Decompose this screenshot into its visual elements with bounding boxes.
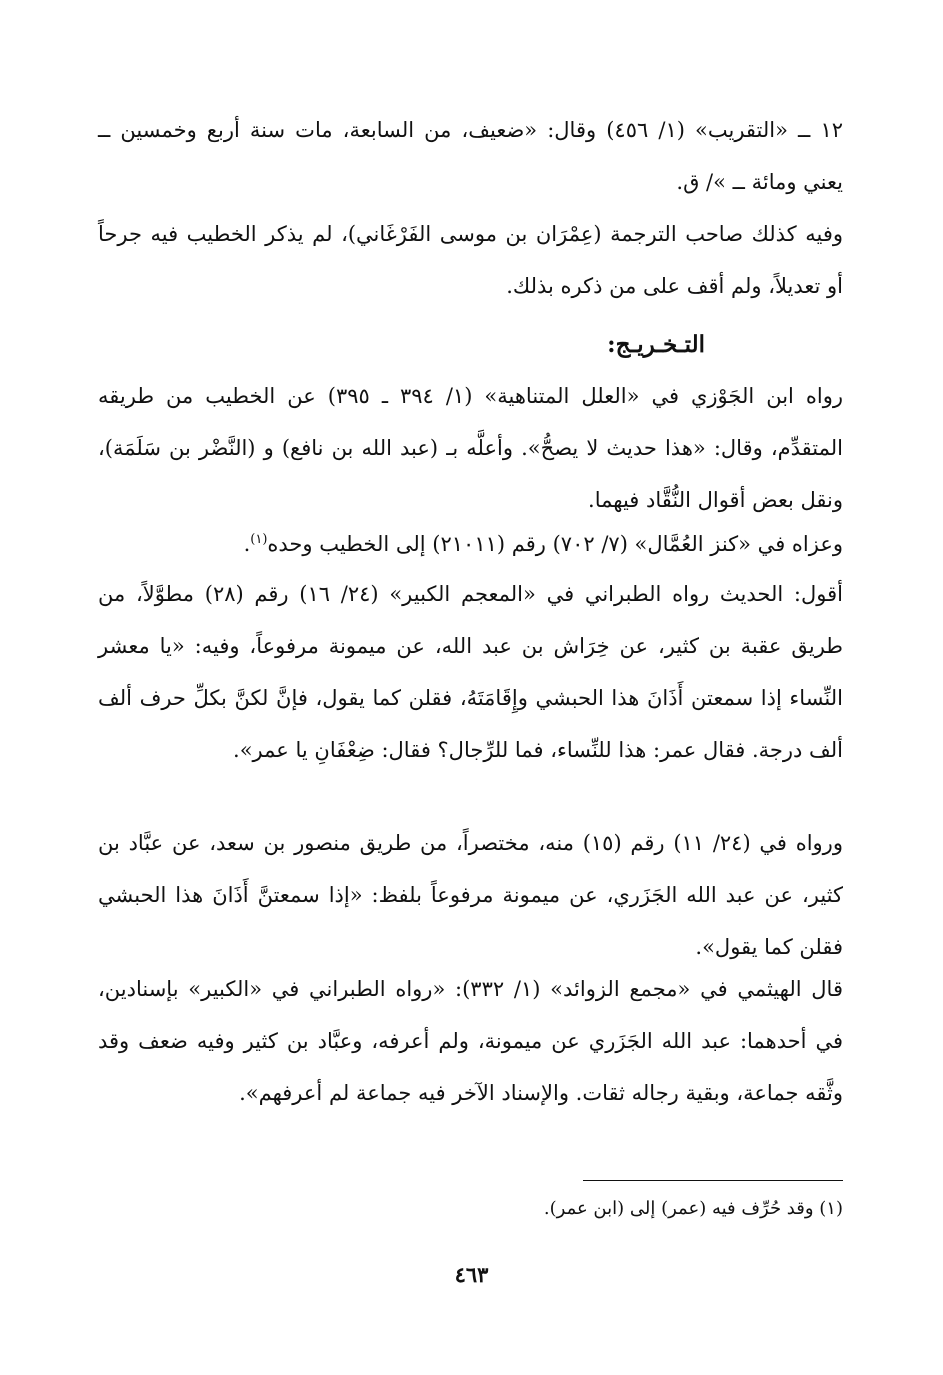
paragraph-ibn-jawzi: رواه ابن الجَوْزي في «العلل المتناهية» (١/ ٣٩٤ ـ ٣٩٥) عن الخطيب من طريقه المتقدِّم، وقال: «هذا حديث لا يصحُّ». وأعلَّه بـ (عبد الله بن نافع) و (النَّضْر بن سَلَمَة)، ونقل بعض أقوال النُّقَّاد فيهما. — [98, 384, 843, 512]
section-heading-takhrij: التـخـريـج: — [607, 331, 705, 358]
paragraph-taqrib: ١٢ ــ «التقريب» (١/ ٤٥٦) وقال: «ضعيف، من السابعة، مات سنة أربع وخمسين ــ يعني ومائة ــ »/ ق. — [98, 118, 843, 194]
paragraph-tabarani-kabir: أقول: الحديث رواه الطبراني في «المعجم الكبير» (٢٤/ ١٦) رقم (٢٨) مطوَّلاً، من طريق عقبة بن كثير، عن خِرَاش بن عبد الله، عن ميمونة مرفوعاً، وفيه: «يا معشر النِّساء إذا سمعتن أَذَانَ هذا الحبشي وإِقَامَتَهُ، فقلن كما يقول، فإنَّ لكنَّ بكلِّ حرف ألف ألف درجة. فقال عمر: هذا للنِّساء، فما للرِّجال؟ فقال: ضِعْفَانِ يا عمر». — [98, 582, 843, 762]
page-number: ٤٦٣ — [454, 1262, 489, 1287]
paragraph-translation-note: وفيه كذلك صاحب الترجمة (عِمْرَان بن موسى الفَرْغَاني)، لم يذكر الخطيب فيه جرحاً أو تعديلاً، ولم أقف على من ذكره بذلك. — [98, 222, 843, 298]
paragraph-kanz-ummal: وعزاه في «كنز العُمَّال» (٧/ ٧٠٢) رقم (٢١٠١١) إلى الخطيب وحده$^{(١)}$. — [243, 532, 843, 556]
footnote-text: (١) وقد حُرِّف فيه (عمر) إلى (ابن عمر). — [543, 1198, 843, 1219]
footnote-separator — [583, 1180, 843, 1181]
kanz-ummal-text: وعزاه في «كنز العُمَّال» (٧/ ٧٠٢) رقم (٢١٠١١) إلى الخطيب وحده — [267, 532, 843, 556]
paragraph-second-narration: ورواه في (٢٤/ ١١) رقم (١٥) منه، مختصراً، من طريق منصور بن سعد، عن عبَّاد بن كثير، عن عبد الله الجَزَري، عن ميمونة مرفوعاً بلفظ: «إذا سمعتنَّ أَذَانَ هذا الحبشي فقلن كما يقول». — [98, 831, 843, 959]
footnote-reference: (١) — [250, 532, 268, 547]
paragraph-haythami: قال الهيثمي في «مجمع الزوائد» (١/ ٣٣٢): «رواه الطبراني في «الكبير» بإسنادين، في أحدهما: عبد الله الجَزَري عن ميمونة، ولم أعرفه، وعبَّاد بن كثير وفيه ضعف وقد وثَّقه جماعة، وبقية رجاله ثقات. والإسناد الآخر فيه جماعة لم أعرفهم». — [98, 977, 843, 1105]
